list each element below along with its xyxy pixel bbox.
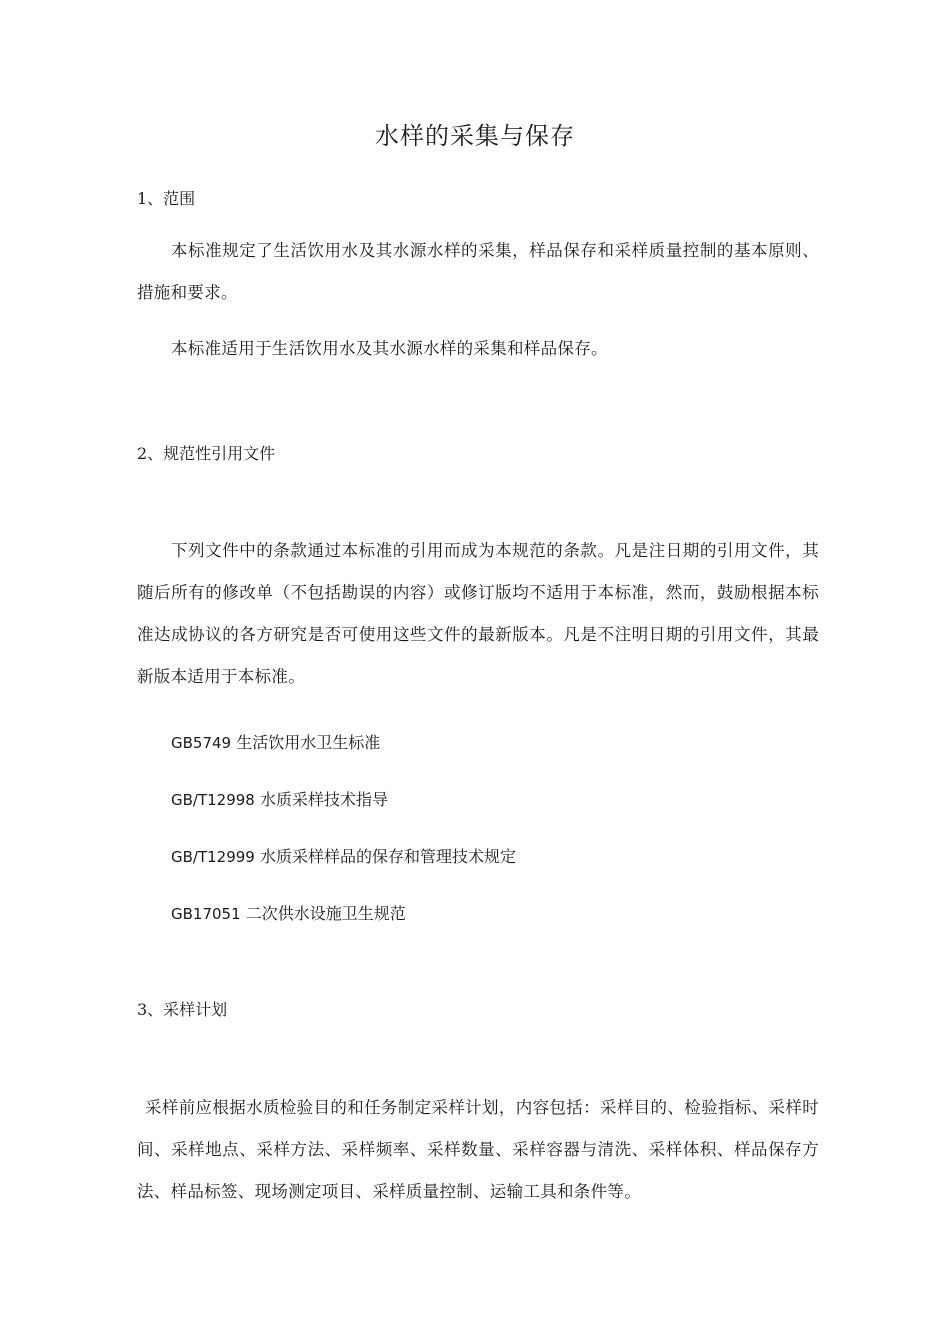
reference-title: 水质采样技术指导 — [259, 790, 388, 809]
section-heading-references: 2、规范性引用文件 — [137, 444, 276, 463]
paragraph-scope-1: 本标准规定了生活饮用水及其水源水样的采集，样品保存和采样质量控制的基本原则、措施和要求。 — [137, 241, 819, 302]
reference-code: GB/T12999 — [171, 848, 255, 866]
paragraph-references-intro: 下列文件中的条款通过本标准的引用而成为本规范的条款。凡是注日期的引用文件，其随后所有的修改单（不包括勘误的内容）或修订版均不适用于本标准，然而，鼓励根据本标准达成协议的各方研究是否可使用这些文件的最新版本。凡是不注明日期的引用文件，其最新版本适用于本标准。 — [137, 541, 819, 686]
reference-item — [171, 730, 380, 753]
paragraph-sampling-plan: 采样前应根据水质检验目的和任务制定采样计划，内容包括：采样目的、检验指标、采样时间、采样地点、采样方法、采样频率、采样数量、采样容器与清洗、采样体积、样品保存方法、样品标签、现场测定项目、采样质量控制、运输工具和条件等。 — [137, 1098, 819, 1201]
reference-item — [171, 787, 388, 810]
reference-title: 生活饮用水卫生标准 — [236, 733, 381, 752]
reference-item — [171, 844, 516, 867]
reference-title: 水质采样样品的保存和管理技术规定 — [259, 847, 516, 866]
section-heading-scope: 1、范围 — [137, 189, 196, 208]
reference-title: 二次供水设施卫生规范 — [245, 904, 406, 923]
paragraph-scope-2: 本标准适用于生活饮用水及其水源水样的采集和样品保存。 — [171, 339, 608, 358]
document-title: 水样的采集与保存 — [375, 122, 575, 150]
reference-code: GB5749 — [171, 734, 232, 752]
reference-code: GB17051 — [171, 905, 241, 923]
reference-code: GB/T12998 — [171, 791, 255, 809]
reference-item — [171, 901, 406, 924]
section-heading-sampling-plan: 3、采样计划 — [137, 1000, 228, 1019]
